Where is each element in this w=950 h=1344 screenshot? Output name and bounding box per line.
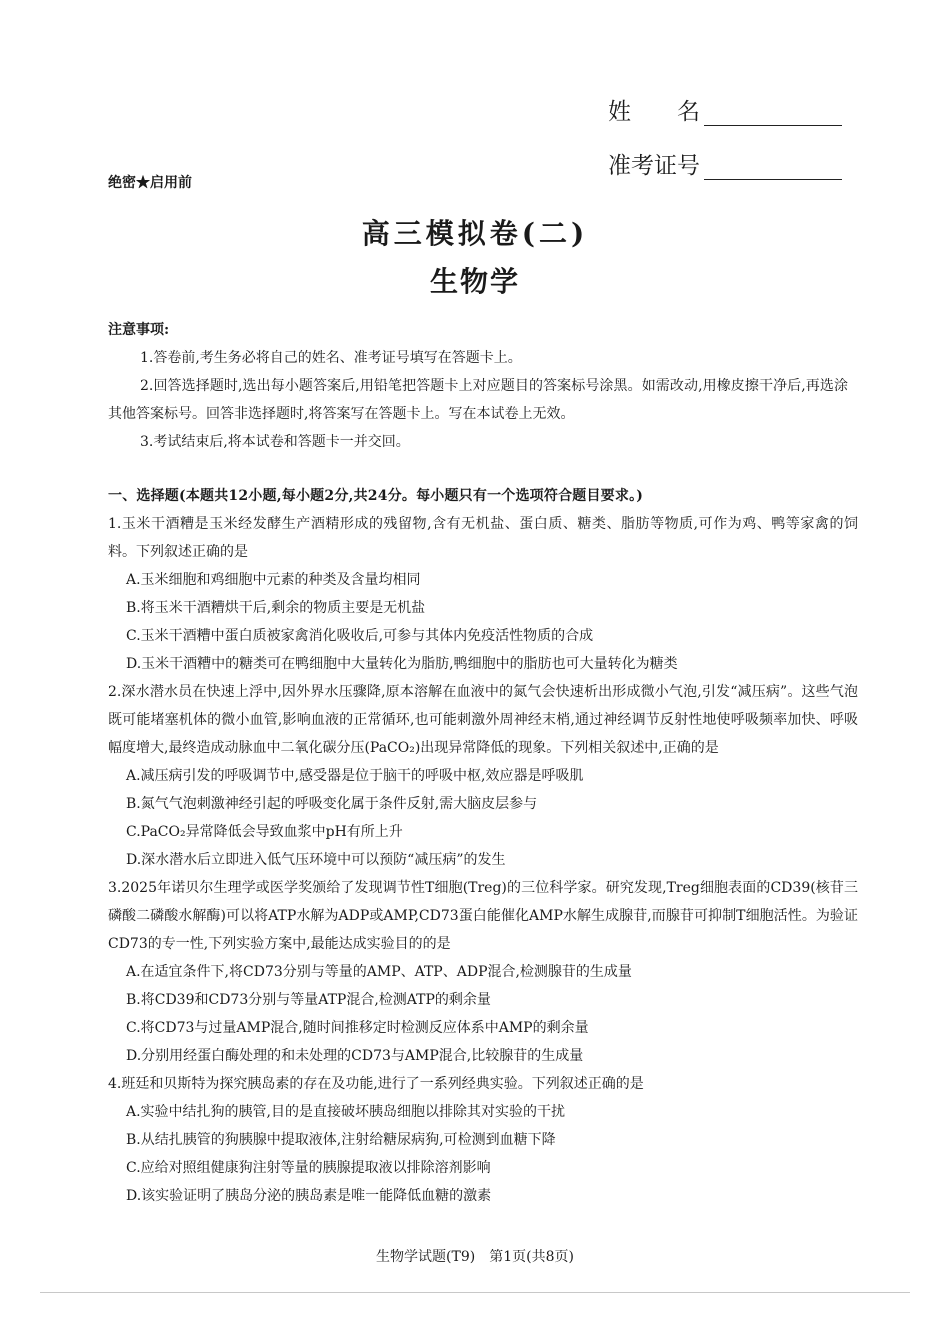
option-b: B.从结扎胰管的狗胰腺中提取液体,注射给糖尿病狗,可检测到血糖下降	[126, 1132, 556, 1148]
choice-section	[108, 482, 858, 1210]
notice-item: 1.答卷前,考生务必将自己的姓名、准考证号填写在答题卡上。	[140, 350, 522, 366]
subject-title: 生物学	[429, 265, 520, 298]
option-d: D.该实验证明了胰岛分泌的胰岛素是唯一能降低血糖的激素	[126, 1188, 492, 1204]
name-label: 姓 名	[608, 99, 700, 125]
question-stem: 1.玉米干酒糟是玉米经发酵生产酒精形成的残留物,含有无机盐、蛋白质、糖类、脂肪等物质,可作为鸡、鸭等家禽的饲料。下列叙述正确的是	[108, 516, 858, 560]
notice-item: 2.回答选择题时,选出每小题答案后,用铅笔把答题卡上对应题目的答案标号涂黑。如需改动,用橡皮擦干净后,再选涂其他答案标号。回答非选择题时,将答案写在答题卡上。写在本试卷上无效。	[108, 378, 848, 422]
notice-title: 注意事项:	[108, 322, 170, 338]
option-b: B.将玉米干酒糟烘干后,剩余的物质主要是无机盐	[126, 600, 426, 616]
exam-title: 高三模拟卷(二)	[361, 217, 589, 250]
option-c: C.玉米干酒糟中蛋白质被家禽消化吸收后,可参与其体内免疫活性物质的合成	[126, 628, 594, 644]
option-d: D.玉米干酒糟中的糖类可在鸭细胞中大量转化为脂肪,鸭细胞中的脂肪也可大量转化为糖类	[126, 656, 678, 672]
question-1	[108, 510, 858, 678]
option-a: A.减压病引发的呼吸调节中,感受器是位于脑干的呼吸中枢,效应器是呼吸肌	[126, 768, 584, 784]
question-3	[108, 874, 858, 1070]
exam-id-field	[608, 126, 858, 180]
exam-id-blank	[704, 155, 842, 180]
option-b: B.氮气气泡刺激神经引起的呼吸变化属于条件反射,需大脑皮层参与	[126, 796, 538, 812]
section-heading: 一、选择题(本题共12小题,每小题2分,共24分。每小题只有一个选项符合题目要求。)	[108, 488, 644, 504]
bottom-rule	[40, 1292, 910, 1293]
question-stem: 2.深水潜水员在快速上浮中,因外界水压骤降,原本溶解在血液中的氮气会快速析出形成微小气泡,引发“减压病”。这些气泡既可能堵塞机体的微小血管,影响血液的正常循环,也可能刺激外周神经末梢,通过神经调节反射性地使呼吸频率加快、呼吸幅度增大,最终造成动脉血中二氧化碳分压(PaCO₂)出现异常降低的现象。下列相关叙述中,正确的是	[108, 684, 858, 756]
option-d: D.分别用经蛋白酶处理的和未处理的CD73与AMP混合,比较腺苷的生成量	[126, 1048, 584, 1064]
option-c: C.将CD73与过量AMP混合,随时间推移定时检测反应体系中AMP的剩余量	[126, 1020, 589, 1036]
question-stem: 4.班廷和贝斯特为探究胰岛素的存在及功能,进行了一系列经典实验。下列叙述正确的是	[108, 1076, 644, 1092]
question-4	[108, 1070, 858, 1210]
notice-block	[108, 316, 848, 456]
notice-item: 3.考试结束后,将本试卷和答题卡一并交回。	[140, 434, 410, 450]
option-d: D.深水潜水后立即进入低气压环境中可以预防“减压病”的发生	[126, 852, 506, 868]
name-field	[608, 72, 858, 126]
option-c: C.应给对照组健康狗注射等量的胰腺提取液以排除溶剂影响	[126, 1160, 491, 1176]
question-2	[108, 678, 858, 874]
candidate-info	[608, 72, 858, 180]
option-a: A.实验中结扎狗的胰管,目的是直接破坏胰岛细胞以排除其对实验的干扰	[126, 1104, 566, 1120]
confidential-mark: 绝密★启用前	[108, 175, 192, 191]
option-a: A.玉米细胞和鸡细胞中元素的种类及含量均相同	[126, 572, 421, 588]
option-b: B.将CD39和CD73分别与等量ATP混合,检测ATP的剩余量	[126, 992, 491, 1008]
option-a: A.在适宜条件下,将CD73分别与等量的AMP、ATP、ADP混合,检测腺苷的生成量	[126, 964, 632, 980]
name-blank	[704, 101, 842, 126]
question-stem: 3.2025年诺贝尔生理学或医学奖颁给了发现调节性T细胞(Treg)的三位科学家。研究发现,Treg细胞表面的CD39(核苷三磷酸二磷酸水解酶)可以将ATP水解为ADP或AMP,CD73蛋白能催化AMP水解生成腺苷,而腺苷可抑制T细胞活性。为验证CD73的专一性,下列实验方案中,最能达成实验目的的是	[108, 880, 858, 952]
option-c: C.PaCO₂异常降低会导致血浆中pH有所上升	[126, 824, 403, 840]
exam-id-label: 准考证号	[608, 153, 700, 179]
page-footer: 生物学试题(T9) 第1页(共8页)	[376, 1249, 574, 1265]
